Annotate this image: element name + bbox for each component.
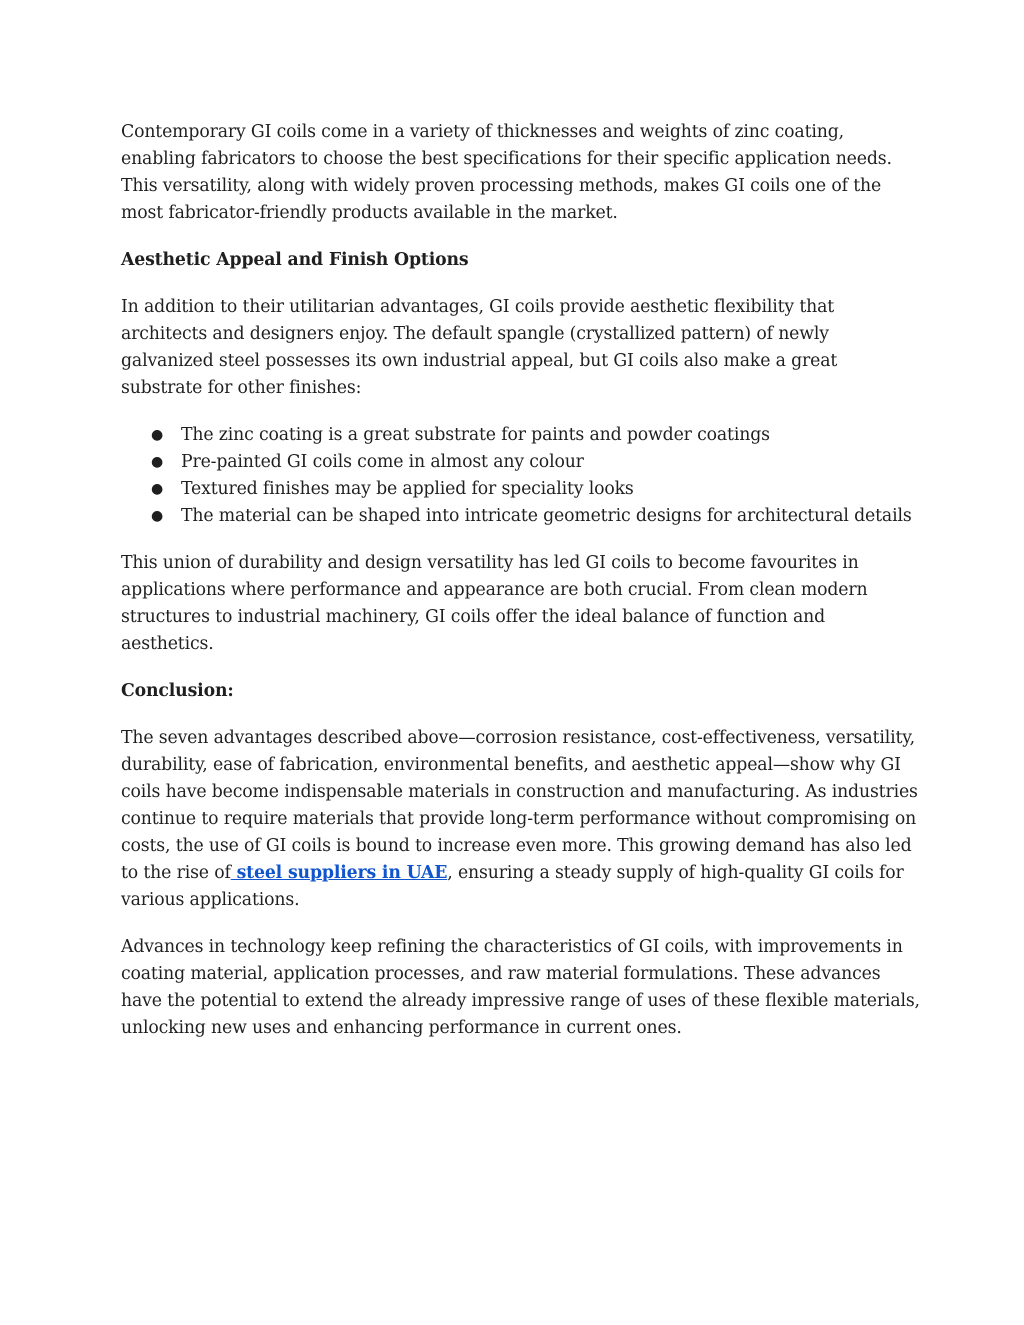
bullet-icon: ● — [151, 481, 164, 497]
conclusion-heading: Conclusion: — [121, 681, 234, 701]
union-paragraph: This union of durability and design versatility has led GI coils to become favourites in applications where performance and appearance are both crucial. From clean modern structures to industrial machinery, GI coils offer the ideal balance of function and aesthetics. — [121, 553, 868, 654]
bullet-icon: ● — [151, 508, 164, 524]
finish-options-list — [121, 422, 921, 530]
list-item-text: Textured finishes may be applied for speciality looks — [181, 479, 634, 499]
intro-paragraph: Contemporary GI coils come in a variety of thicknesses and weights of zinc coating, enabling fabricators to choose the best specifications for their specific application needs. This versatility, along with widely proven processing methods, makes GI coils one of the most fabricator-friendly products available in the market. — [121, 122, 892, 223]
list-item-text: The zinc coating is a great substrate for paints and powder coatings — [181, 425, 770, 445]
advances-paragraph: Advances in technology keep refining the characteristics of GI coils, with improvements in coating material, application processes, and raw material formulations. These advances have the potential to extend the already impressive range of uses of these flexible materials, unlocking new uses and enhancing performance in current ones. — [121, 937, 920, 1038]
list-item — [121, 476, 921, 503]
conclusion-text-before-link: The seven advantages described above—corrosion resistance, cost-effectiveness, versatility, durability, ease of fabrication, environmental benefits, and aesthetic appeal—show why GI coils have become indispensable materials in construction and manufacturing. As industries continue to require materials that provide long-term performance without compromising on costs, the use of GI coils is bound to increase even more. This growing demand has also led to the rise of — [121, 728, 918, 883]
list-item-text: Pre-painted GI coils come in almost any colour — [181, 452, 584, 472]
list-item — [121, 422, 921, 449]
aesthetic-paragraph: In addition to their utilitarian advantages, GI coils provide aesthetic flexibility that architects and designers enjoy. The default spangle (crystallized pattern) of newly galvanized steel possesses its own industrial appeal, but GI coils also make a great substrate for other finishes: — [121, 297, 838, 398]
conclusion-paragraph — [121, 725, 921, 914]
steel-suppliers-link[interactable]: steel suppliers in UAE — [230, 863, 448, 883]
conclusion-text-after-link: , ensuring a steady supply of high-quality GI coils for various applications. — [121, 863, 904, 910]
list-item — [121, 503, 921, 530]
bullet-icon: ● — [151, 454, 164, 470]
list-item — [121, 449, 921, 476]
list-item-text: The material can be shaped into intricate geometric designs for architectural details — [181, 506, 912, 526]
document-page — [121, 119, 921, 1062]
bullet-icon: ● — [151, 427, 164, 443]
aesthetic-heading: Aesthetic Appeal and Finish Options — [121, 250, 469, 270]
